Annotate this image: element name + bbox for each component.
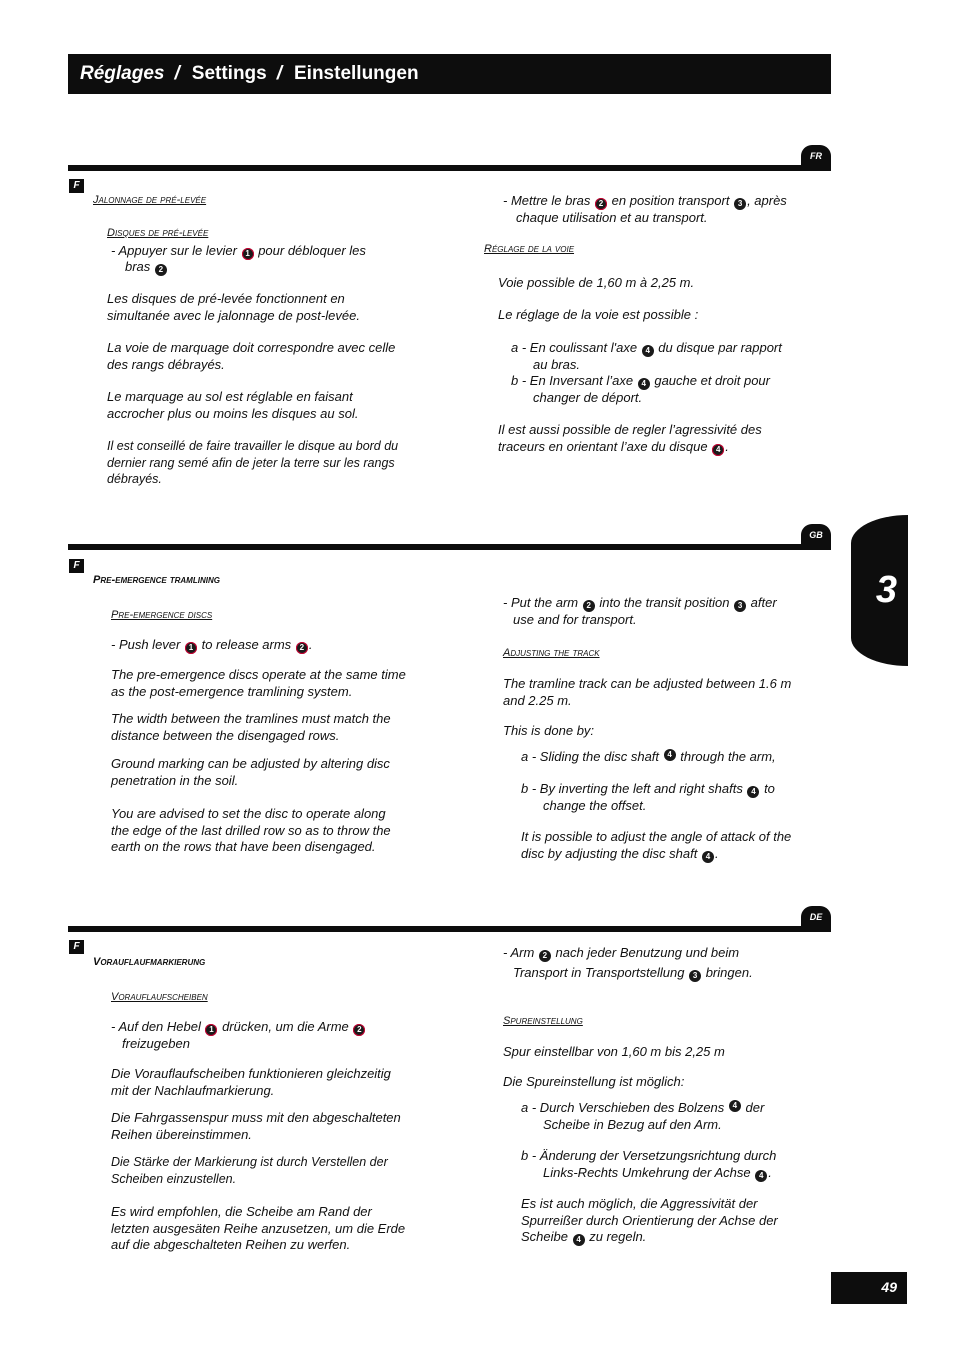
callout-2-icon: 2 bbox=[296, 642, 308, 654]
subheading-fr-track: Réglage de la voie bbox=[484, 243, 575, 255]
paragraph-gb-1: The pre-emergence discs operate at the same time as the post-emergence tramlining system. bbox=[111, 667, 406, 699]
section-rule-de bbox=[68, 926, 831, 932]
callout-2-icon: 2 bbox=[539, 950, 551, 962]
text-fr-track-intro: Le réglage de la voie est possible : bbox=[498, 307, 699, 322]
callout-2-icon: 2 bbox=[155, 264, 167, 276]
paragraph-de-aggressivity: Es ist auch möglich, die Aggressivität der Spurreißer durch Orientierung der Achse der Scheibe 4 zu regeln. bbox=[521, 1196, 778, 1244]
list-item-de-a: a - Durch Verschieben des Bolzens 4 der Scheibe in Bezug auf den Arm. bbox=[521, 1100, 765, 1132]
subheading-gb-track: Adjusting the track bbox=[503, 647, 600, 659]
subheading-fr-discs: Disques de pré-levée bbox=[107, 227, 209, 239]
section-title-fr: Jalonnage de pré-levée bbox=[93, 194, 207, 206]
page-header bbox=[68, 54, 831, 94]
callout-3-icon: 3 bbox=[734, 198, 746, 210]
paragraph-fr-aggressivity: Il est aussi possible de regler l’agressivité des traceurs en orientant l’axe du disque 4 . bbox=[498, 422, 762, 454]
paragraph-gb-4: You are advised to set the disc to operate along the edge of the last drilled row so as to throw the earth on the rows that have been disengaged. bbox=[111, 806, 391, 854]
paragraph-fr-1: Les disques de pré-levée fonctionnent en simultanée avec le jalonnage de post-levée. bbox=[107, 291, 360, 323]
section-title-de: Vorauflaufmarkierung bbox=[93, 956, 206, 968]
flag-box-de: F bbox=[69, 940, 84, 954]
subheading-gb-discs: Pre-emergence discs bbox=[111, 609, 213, 621]
paragraph-de-3: Die Stärke der Markierung ist durch Verstellen der Scheiben einzustellen. bbox=[111, 1155, 388, 1186]
list-item-de-b: b - Änderung der Versetzungsrichtung durch Links-Rechts Umkehrung der Achse 4 . bbox=[521, 1148, 777, 1180]
callout-2-icon: 2 bbox=[583, 600, 595, 612]
paragraph-gb-angle: It is possible to adjust the angle of attack of the disc by adjusting the disc shaft 4 . bbox=[521, 829, 792, 861]
flag-box-gb: F bbox=[69, 559, 84, 573]
text-gb-track-range: The tramline track can be adjusted between 1.6 m and 2.25 m. bbox=[503, 676, 792, 708]
callout-1-icon: 1 bbox=[185, 642, 197, 654]
header-title-gb: Settings bbox=[191, 63, 267, 84]
subheading-de-track: Spureinstellung bbox=[503, 1015, 583, 1027]
paragraph-de-4: Es wird empfohlen, die Scheibe am Rand der letzten ausgesäten Reihe anzusetzen, um die Erde auf die abgeschalteten Reihen zu werfen. bbox=[111, 1204, 406, 1252]
section-rule-gb bbox=[68, 544, 831, 550]
callout-4-icon: 4 bbox=[747, 786, 759, 798]
header-separator: / bbox=[174, 63, 180, 84]
callout-1-icon: 1 bbox=[205, 1024, 217, 1036]
callout-1-icon: 1 bbox=[242, 248, 254, 260]
instruction-fr-transport: - Mettre le bras 2 en position transport 3 , après chaque utilisation et au transport. bbox=[503, 193, 787, 225]
lang-tab-de: DE bbox=[801, 906, 831, 928]
text-gb-track-intro: This is done by: bbox=[503, 723, 595, 738]
text-de-track-intro: Die Spureinstellung ist möglich: bbox=[503, 1074, 685, 1089]
text-de-track-range: Spur einstellbar von 1,60 m bis 2,25 m bbox=[503, 1044, 725, 1059]
lang-tab-fr: FR bbox=[801, 145, 831, 167]
text-fr-track-range: Voie possible de 1,60 m à 2,25 m. bbox=[498, 275, 695, 290]
callout-4-icon: 4 bbox=[755, 1170, 767, 1182]
paragraph-fr-4: Il est conseillé de faire travailler le disque au bord du dernier rang semé afin de jeter la terre sur les rangs débrayés. bbox=[107, 439, 399, 486]
callout-4-icon: 4 bbox=[702, 851, 714, 863]
header-separator: / bbox=[276, 63, 282, 84]
section-rule-fr bbox=[68, 165, 831, 171]
callout-4-icon: 4 bbox=[664, 749, 676, 761]
paragraph-gb-3: Ground marking can be adjusted by altering disc penetration in the soil. bbox=[111, 756, 390, 788]
list-item-gb-a: a - Sliding the disc shaft 4 through the arm, bbox=[521, 749, 776, 764]
list-item-fr-b: b - En Inversant l’axe 4 gauche et droit pour changer de déport. bbox=[511, 373, 770, 405]
section-title-gb: Pre-emergence tramlining bbox=[93, 574, 220, 586]
header-title-de: Einstellungen bbox=[294, 63, 419, 84]
page-number: 49 bbox=[831, 1272, 907, 1304]
paragraph-fr-3: Le marquage au sol est réglable en faisant accrocher plus ou moins les disques au sol. bbox=[107, 389, 359, 421]
callout-2-icon: 2 bbox=[595, 198, 607, 210]
callout-3-icon: 3 bbox=[734, 600, 746, 612]
callout-3-icon: 3 bbox=[689, 970, 701, 982]
header-title-fr: Réglages bbox=[80, 63, 165, 84]
instruction-gb-lever: - Push lever 1 to release arms 2 . bbox=[111, 637, 313, 652]
subheading-de-discs: Vorauflaufscheiben bbox=[111, 991, 208, 1003]
instruction-de-lever: - Auf den Hebel 1 drücken, um die Arme 2 freizugeben bbox=[111, 1019, 366, 1053]
list-item-fr-a: a - En coulissant l'axe 4 du disque par rapport au bras. bbox=[511, 340, 782, 372]
chapter-tab: 3 bbox=[851, 515, 908, 666]
instruction-fr-arms: bras 2 bbox=[125, 259, 168, 276]
list-item-gb-b: b - By inverting the left and right shafts 4 to change the offset. bbox=[521, 781, 775, 813]
callout-4-icon: 4 bbox=[642, 345, 654, 357]
flag-box-fr: F bbox=[69, 179, 84, 193]
paragraph-gb-2: The width between the tramlines must match the distance between the disengaged rows. bbox=[111, 711, 391, 743]
paragraph-de-2: Die Fahrgassenspur muss mit den abgeschalteten Reihen übereinstimmen. bbox=[111, 1110, 401, 1142]
callout-4-icon: 4 bbox=[712, 444, 724, 456]
paragraph-de-1: Die Vorauflaufscheiben funktionieren gleichzeitig mit der Nachlaufmarkierung. bbox=[111, 1066, 391, 1098]
instruction-gb-transport: - Put the arm 2 into the transit position 3 after use and for transport. bbox=[503, 595, 777, 627]
callout-4-icon: 4 bbox=[729, 1100, 741, 1112]
instruction-de-transport: - Arm 2 nach jeder Benutzung und beim Transport in Transportstellung 3 bringen. bbox=[503, 945, 753, 980]
paragraph-fr-2: La voie de marquage doit correspondre avec celle des rangs débrayés. bbox=[107, 340, 396, 372]
callout-4-icon: 4 bbox=[638, 378, 650, 390]
lang-tab-gb: GB bbox=[801, 524, 831, 546]
callout-2-icon: 2 bbox=[353, 1024, 365, 1036]
callout-4-icon: 4 bbox=[573, 1234, 585, 1246]
instruction-fr-lever: - Appuyer sur le levier 1 pour débloquer les bbox=[111, 243, 366, 258]
